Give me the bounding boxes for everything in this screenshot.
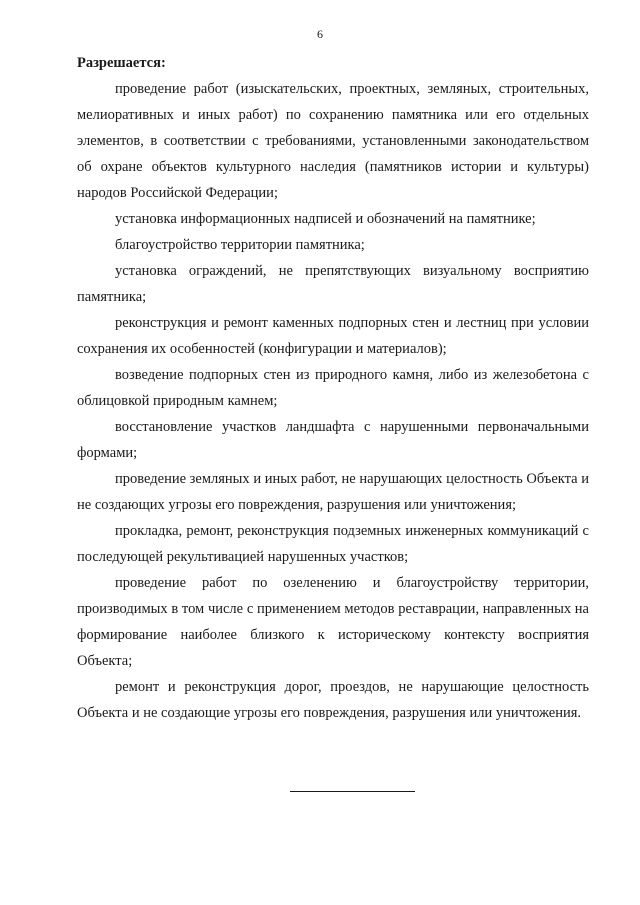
- end-of-text-rule: [290, 791, 415, 792]
- paragraph-greening: проведение работ по озеленению и благоустройству территории, производимых в том числе с применением методов реставрации, направленных на формирование наиболее близкого к историческому контексту восприятия Объекта;: [77, 575, 589, 669]
- paragraph-earthworks: проведение земляных и иных работ, не нарушающих целостность Объекта и не создающих угрозы его повреждения, разрушения или уничтожения;: [77, 471, 589, 513]
- paragraph-landscape-restoration: восстановление участков ландшафта с нарушенными первоначальными формами;: [77, 419, 589, 461]
- paragraph-permitted-works-preservation: проведение работ (изыскательских, проектных, земляных, строительных, мелиоративных и иных работ) по сохранению памятника или его отдельных элементов, в соответствии с требованиями, установленными законодательством об охране объектов культурного наследия (памятников истории и культуры) народов Российской Федерации;: [77, 81, 589, 201]
- paragraph-fences: установка ограждений, не препятствующих визуальному восприятию памятника;: [77, 263, 589, 305]
- paragraph-landscaping: благоустройство территории памятника;: [115, 237, 365, 253]
- paragraph-utilities: прокладка, ремонт, реконструкция подземных инженерных коммуникаций с последующей рекультивацией нарушенных участков;: [77, 523, 589, 565]
- paragraph-retaining-walls-construction: возведение подпорных стен из природного камня, либо из железобетона с облицовкой природным камнем;: [77, 367, 589, 409]
- paragraph-retaining-walls-repair: реконструкция и ремонт каменных подпорных стен и лестниц при условии сохранения их особенностей (конфигурации и материалов);: [77, 315, 589, 357]
- document-body: [77, 50, 589, 726]
- page-number: 6: [317, 27, 323, 41]
- section-heading: Разрешается:: [77, 55, 166, 71]
- paragraph-roads: ремонт и реконструкция дорог, проездов, не нарушающие целостность Объекта и не создающие угрозы его повреждения, разрушения или уничтожения.: [77, 679, 589, 721]
- paragraph-information-signs: установка информационных надписей и обозначений на памятнике;: [115, 211, 536, 227]
